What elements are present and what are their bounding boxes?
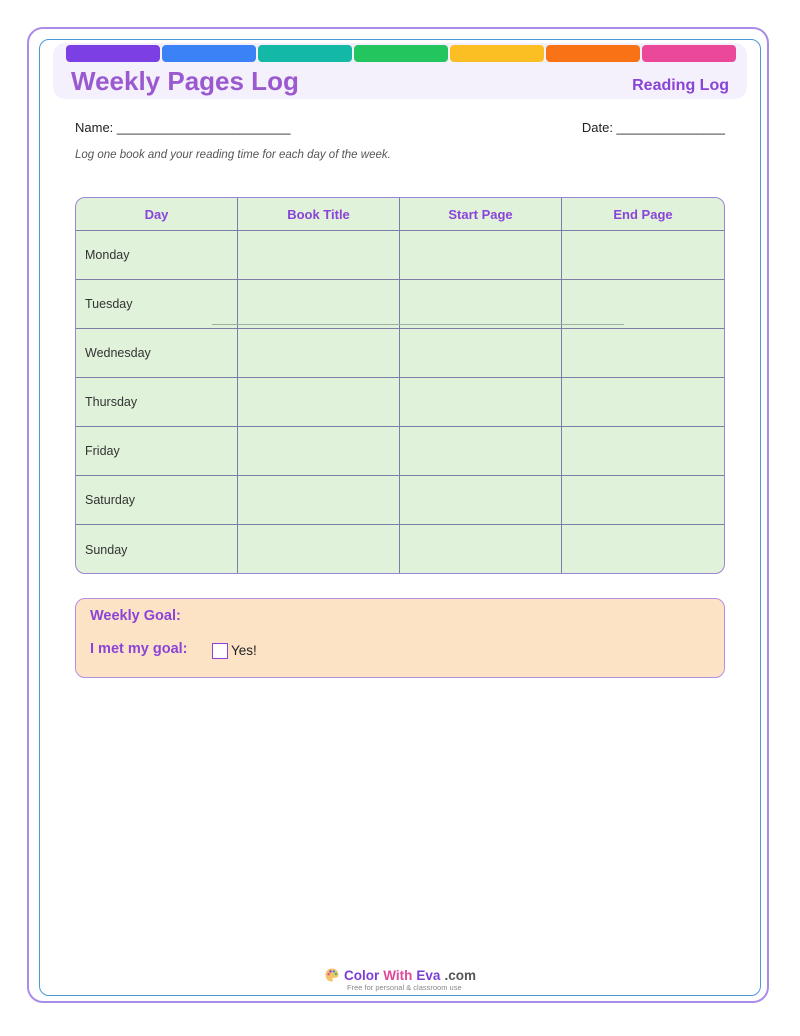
day-cell: Friday bbox=[76, 427, 238, 475]
stripe-teal bbox=[258, 45, 352, 62]
stray-rule-line bbox=[212, 324, 624, 325]
table-row bbox=[76, 231, 724, 280]
weekly-goal-label: Weekly Goal: bbox=[90, 608, 181, 624]
book-title-cell[interactable] bbox=[238, 476, 400, 524]
brand-logo bbox=[324, 967, 476, 983]
goal-box bbox=[75, 598, 725, 678]
book-title-cell[interactable] bbox=[238, 378, 400, 426]
book-title-cell[interactable] bbox=[238, 525, 400, 574]
goal-met-checkbox[interactable] bbox=[212, 643, 228, 659]
end-page-cell[interactable] bbox=[562, 525, 724, 574]
day-cell: Monday bbox=[76, 231, 238, 279]
table-row bbox=[76, 427, 724, 476]
end-page-cell[interactable] bbox=[562, 329, 724, 377]
start-page-cell[interactable] bbox=[400, 329, 562, 377]
end-page-cell[interactable] bbox=[562, 378, 724, 426]
reading-log-table bbox=[75, 197, 725, 574]
table-row bbox=[76, 476, 724, 525]
stripe-green bbox=[354, 45, 448, 62]
page-title: Weekly Pages Log bbox=[71, 66, 299, 96]
stripe-yellow bbox=[450, 45, 544, 62]
day-cell: Saturday bbox=[76, 476, 238, 524]
day-cell: Tuesday bbox=[76, 280, 238, 328]
date-field[interactable]: Date: _______________ bbox=[581, 120, 725, 135]
start-page-cell[interactable] bbox=[400, 525, 562, 574]
start-page-cell[interactable] bbox=[400, 280, 562, 328]
yes-label: Yes! bbox=[231, 643, 257, 658]
stripe-pink bbox=[642, 45, 736, 62]
table-row bbox=[76, 525, 724, 574]
start-page-cell[interactable] bbox=[400, 378, 562, 426]
book-title-cell[interactable] bbox=[238, 280, 400, 328]
start-page-cell[interactable] bbox=[400, 231, 562, 279]
color-stripes bbox=[66, 45, 736, 62]
day-cell: Sunday bbox=[76, 525, 238, 574]
day-cell: Thursday bbox=[76, 378, 238, 426]
name-field[interactable]: Name: ________________________ bbox=[75, 120, 291, 135]
table-row bbox=[76, 329, 724, 378]
book-title-cell[interactable] bbox=[238, 329, 400, 377]
met-goal-label: I met my goal: bbox=[90, 641, 188, 657]
start-page-cell[interactable] bbox=[400, 427, 562, 475]
table-header-row bbox=[76, 198, 724, 231]
brand-part-eva: Eva bbox=[416, 967, 441, 983]
day-cell: Wednesday bbox=[76, 329, 238, 377]
footer-tagline: Free for personal & classroom use bbox=[347, 983, 462, 992]
brand-part-color: Color bbox=[344, 967, 380, 983]
end-page-cell[interactable] bbox=[562, 280, 724, 328]
end-page-cell[interactable] bbox=[562, 231, 724, 279]
header-book-title: Book Title bbox=[238, 198, 400, 230]
end-page-cell[interactable] bbox=[562, 427, 724, 475]
header-end-page: End Page bbox=[613, 206, 673, 222]
stripe-purple bbox=[66, 45, 160, 62]
end-page-cell[interactable] bbox=[562, 476, 724, 524]
table-row bbox=[76, 378, 724, 427]
stripe-orange bbox=[546, 45, 640, 62]
book-title-cell[interactable] bbox=[238, 231, 400, 279]
page-subtitle: Reading Log bbox=[632, 77, 729, 94]
brand-part-with: With bbox=[383, 967, 413, 983]
start-page-cell[interactable] bbox=[400, 476, 562, 524]
instructions: Log one book and your reading time for each day of the week. bbox=[75, 149, 391, 161]
brand-part-com: .com bbox=[444, 967, 476, 983]
header-day: Day bbox=[76, 198, 238, 230]
table-row bbox=[76, 280, 724, 329]
palette-icon bbox=[324, 967, 340, 983]
stripe-blue bbox=[162, 45, 256, 62]
header-start-page: Start Page bbox=[400, 198, 562, 230]
footer bbox=[0, 967, 800, 992]
book-title-cell[interactable] bbox=[238, 427, 400, 475]
